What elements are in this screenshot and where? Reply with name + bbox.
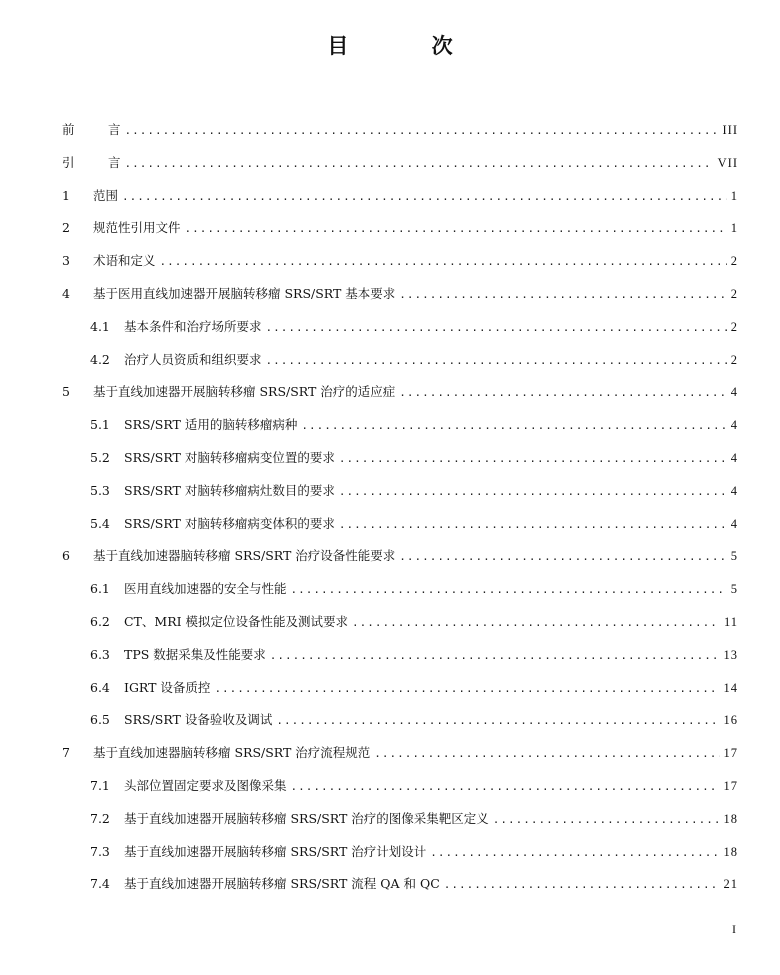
toc-leader-dots [399, 541, 726, 574]
table-of-contents [62, 114, 738, 901]
toc-entry[interactable] [62, 114, 738, 147]
toc-entry-number: 5.2 [90, 449, 110, 465]
toc-leader-dots [493, 804, 720, 837]
page-number: I [732, 922, 736, 936]
toc-entry-title: IGRT 设备质控 [124, 679, 211, 695]
toc-entry-title: CT、MRI 模拟定位设备性能及测试要求 [124, 613, 349, 629]
toc-entry-number: 6.1 [90, 581, 110, 597]
toc-entry-number: 5.4 [90, 515, 110, 531]
toc-entry[interactable] [62, 475, 738, 508]
toc-entry[interactable] [62, 245, 738, 278]
toc-leader-dots [122, 181, 727, 214]
toc-entry-number: 7.4 [90, 876, 110, 892]
toc-entry-title: 范围 [93, 187, 119, 203]
toc-entry-page: 2 [730, 286, 738, 301]
toc-entry-page: 4 [730, 450, 738, 465]
toc-entry-page: 2 [730, 319, 738, 334]
toc-entry-page: 14 [723, 680, 738, 695]
toc-entry[interactable] [62, 836, 738, 869]
toc-entry-page: 1 [730, 188, 738, 203]
toc-leader-dots [266, 345, 727, 378]
toc-leader-dots [444, 869, 720, 902]
toc-leader-dots [266, 312, 727, 345]
toc-entry-title: 基于直线加速器脑转移瘤 SRS/SRT 治疗设备性能要求 [93, 548, 396, 564]
toc-entry-number: 引 [62, 154, 75, 170]
toc-entry-page: 5 [730, 549, 738, 564]
toc-leader-dots [430, 837, 719, 870]
toc-entry-title: 基于直线加速器开展脑转移瘤 SRS/SRT 流程 QA 和 QC [124, 876, 440, 892]
toc-title: 目 次 [327, 34, 491, 58]
toc-entry-page: 4 [730, 385, 738, 400]
toc-entry[interactable] [62, 147, 738, 180]
toc-entry-page: 17 [723, 746, 738, 761]
toc-entry-number: 5 [62, 384, 70, 400]
toc-entry-page: 4 [730, 418, 738, 433]
toc-entry-title: SRS/SRT 对脑转移瘤病变体积的要求 [124, 515, 335, 531]
toc-entry-title: SRS/SRT 适用的脑转移瘤病种 [124, 417, 298, 433]
toc-entry-page: 1 [730, 221, 738, 236]
toc-leader-dots [374, 738, 719, 771]
toc-entry-page: 4 [730, 483, 738, 498]
toc-entry[interactable] [62, 868, 738, 901]
toc-leader-dots [339, 443, 727, 476]
toc-entry-title: 治疗人员资质和组织要求 [124, 351, 262, 367]
toc-entry-page: VII [717, 155, 738, 170]
toc-entry-title: 言 [108, 122, 121, 137]
toc-entry[interactable] [62, 770, 738, 803]
toc-entry-number: 7.2 [90, 810, 110, 826]
toc-leader-dots [160, 246, 727, 279]
toc-entry-number: 4 [62, 285, 70, 301]
toc-entry-number: 5.1 [90, 417, 110, 433]
toc-entry[interactable] [62, 704, 738, 737]
toc-entry-title: 基于直线加速器脑转移瘤 SRS/SRT 治疗流程规范 [93, 745, 371, 761]
toc-entry-number: 7.1 [90, 777, 110, 793]
toc-leader-dots [125, 115, 719, 148]
toc-entry-title: SRS/SRT 对脑转移瘤病变位置的要求 [124, 449, 335, 465]
toc-entry[interactable] [62, 212, 738, 245]
toc-entry-page: 17 [723, 778, 738, 793]
toc-entry[interactable] [62, 639, 738, 672]
toc-entry-page: 18 [723, 844, 738, 859]
toc-entry-title: 术语和定义 [93, 253, 156, 269]
toc-entry-page: 16 [723, 713, 738, 728]
toc-entry[interactable] [62, 344, 738, 377]
toc-leader-dots [276, 705, 719, 738]
toc-leader-dots [214, 673, 719, 706]
toc-leader-dots [125, 148, 714, 181]
toc-entry-title: 基于直线加速器开展脑转移瘤 SRS/SRT 治疗计划设计 [124, 843, 427, 859]
toc-entry[interactable] [62, 311, 738, 344]
toc-entry[interactable] [62, 737, 738, 770]
toc-entry-number: 6.5 [90, 712, 110, 728]
toc-entry[interactable] [62, 803, 738, 836]
toc-leader-dots [291, 574, 727, 607]
toc-entry-title: 规范性引用文件 [93, 220, 181, 236]
toc-entry-page: 13 [723, 647, 738, 662]
toc-entry-number: 2 [62, 220, 70, 236]
toc-leader-dots [185, 213, 727, 246]
toc-entry-number: 3 [62, 253, 70, 269]
toc-entry[interactable] [62, 508, 738, 541]
toc-entry-number: 6 [62, 548, 70, 564]
toc-entry-title: 言 [108, 154, 121, 170]
toc-entry-number: 6.4 [90, 679, 110, 695]
toc-entry-number: 前 [62, 122, 75, 137]
toc-entry-title: TPS 数据采集及性能要求 [124, 646, 266, 662]
toc-entry-title: 医用直线加速器的安全与性能 [124, 581, 287, 597]
toc-leader-dots [399, 377, 726, 410]
toc-entry-number: 7 [62, 745, 70, 761]
toc-entry[interactable] [62, 180, 738, 213]
toc-entry-page: 11 [723, 614, 738, 629]
toc-entry[interactable] [62, 672, 738, 705]
toc-leader-dots [399, 279, 726, 312]
toc-entry-page: 2 [730, 254, 738, 269]
toc-entry[interactable] [62, 573, 738, 606]
toc-entry[interactable] [62, 442, 738, 475]
toc-entry-number: 1 [62, 187, 70, 203]
toc-entry-page: 2 [730, 352, 738, 367]
toc-leader-dots [352, 607, 720, 640]
toc-entry-number: 5.3 [90, 482, 110, 498]
toc-entry[interactable] [62, 606, 738, 639]
toc-entry-number: 6.2 [90, 613, 110, 629]
toc-leader-dots [339, 509, 727, 542]
toc-entry-title: 基于直线加速器开展脑转移瘤 SRS/SRT 治疗的适应症 [93, 384, 396, 400]
toc-entry-title: 基于直线加速器开展脑转移瘤 SRS/SRT 治疗的图像采集靶区定义 [124, 810, 489, 826]
toc-entry-number: 7.3 [90, 843, 110, 859]
toc-entry-page: 18 [723, 811, 738, 826]
toc-entry-title: 基本条件和治疗场所要求 [124, 318, 262, 334]
toc-entry-page: 21 [723, 877, 738, 892]
toc-entry[interactable] [62, 376, 738, 409]
toc-entry-number: 6.3 [90, 646, 110, 662]
toc-entry-page: 4 [730, 516, 738, 531]
toc-entry-number: 4.2 [90, 351, 110, 367]
toc-entry-title: SRS/SRT 设备验收及调试 [124, 712, 273, 728]
toc-entry-title: 基于医用直线加速器开展脑转移瘤 SRS/SRT 基本要求 [93, 285, 396, 301]
toc-entry-title: SRS/SRT 对脑转移瘤病灶数目的要求 [124, 482, 335, 498]
toc-entry-page: 5 [730, 582, 738, 597]
toc-leader-dots [291, 771, 720, 804]
toc-leader-dots [270, 640, 720, 673]
toc-entry[interactable] [62, 540, 738, 573]
toc-entry[interactable] [62, 409, 738, 442]
toc-leader-dots [339, 476, 727, 509]
toc-entry-page: III [722, 123, 738, 137]
toc-entry-title: 头部位置固定要求及图像采集 [124, 777, 287, 793]
toc-leader-dots [301, 410, 726, 443]
toc-entry[interactable] [62, 278, 738, 311]
toc-entry-number: 4.1 [90, 318, 110, 334]
